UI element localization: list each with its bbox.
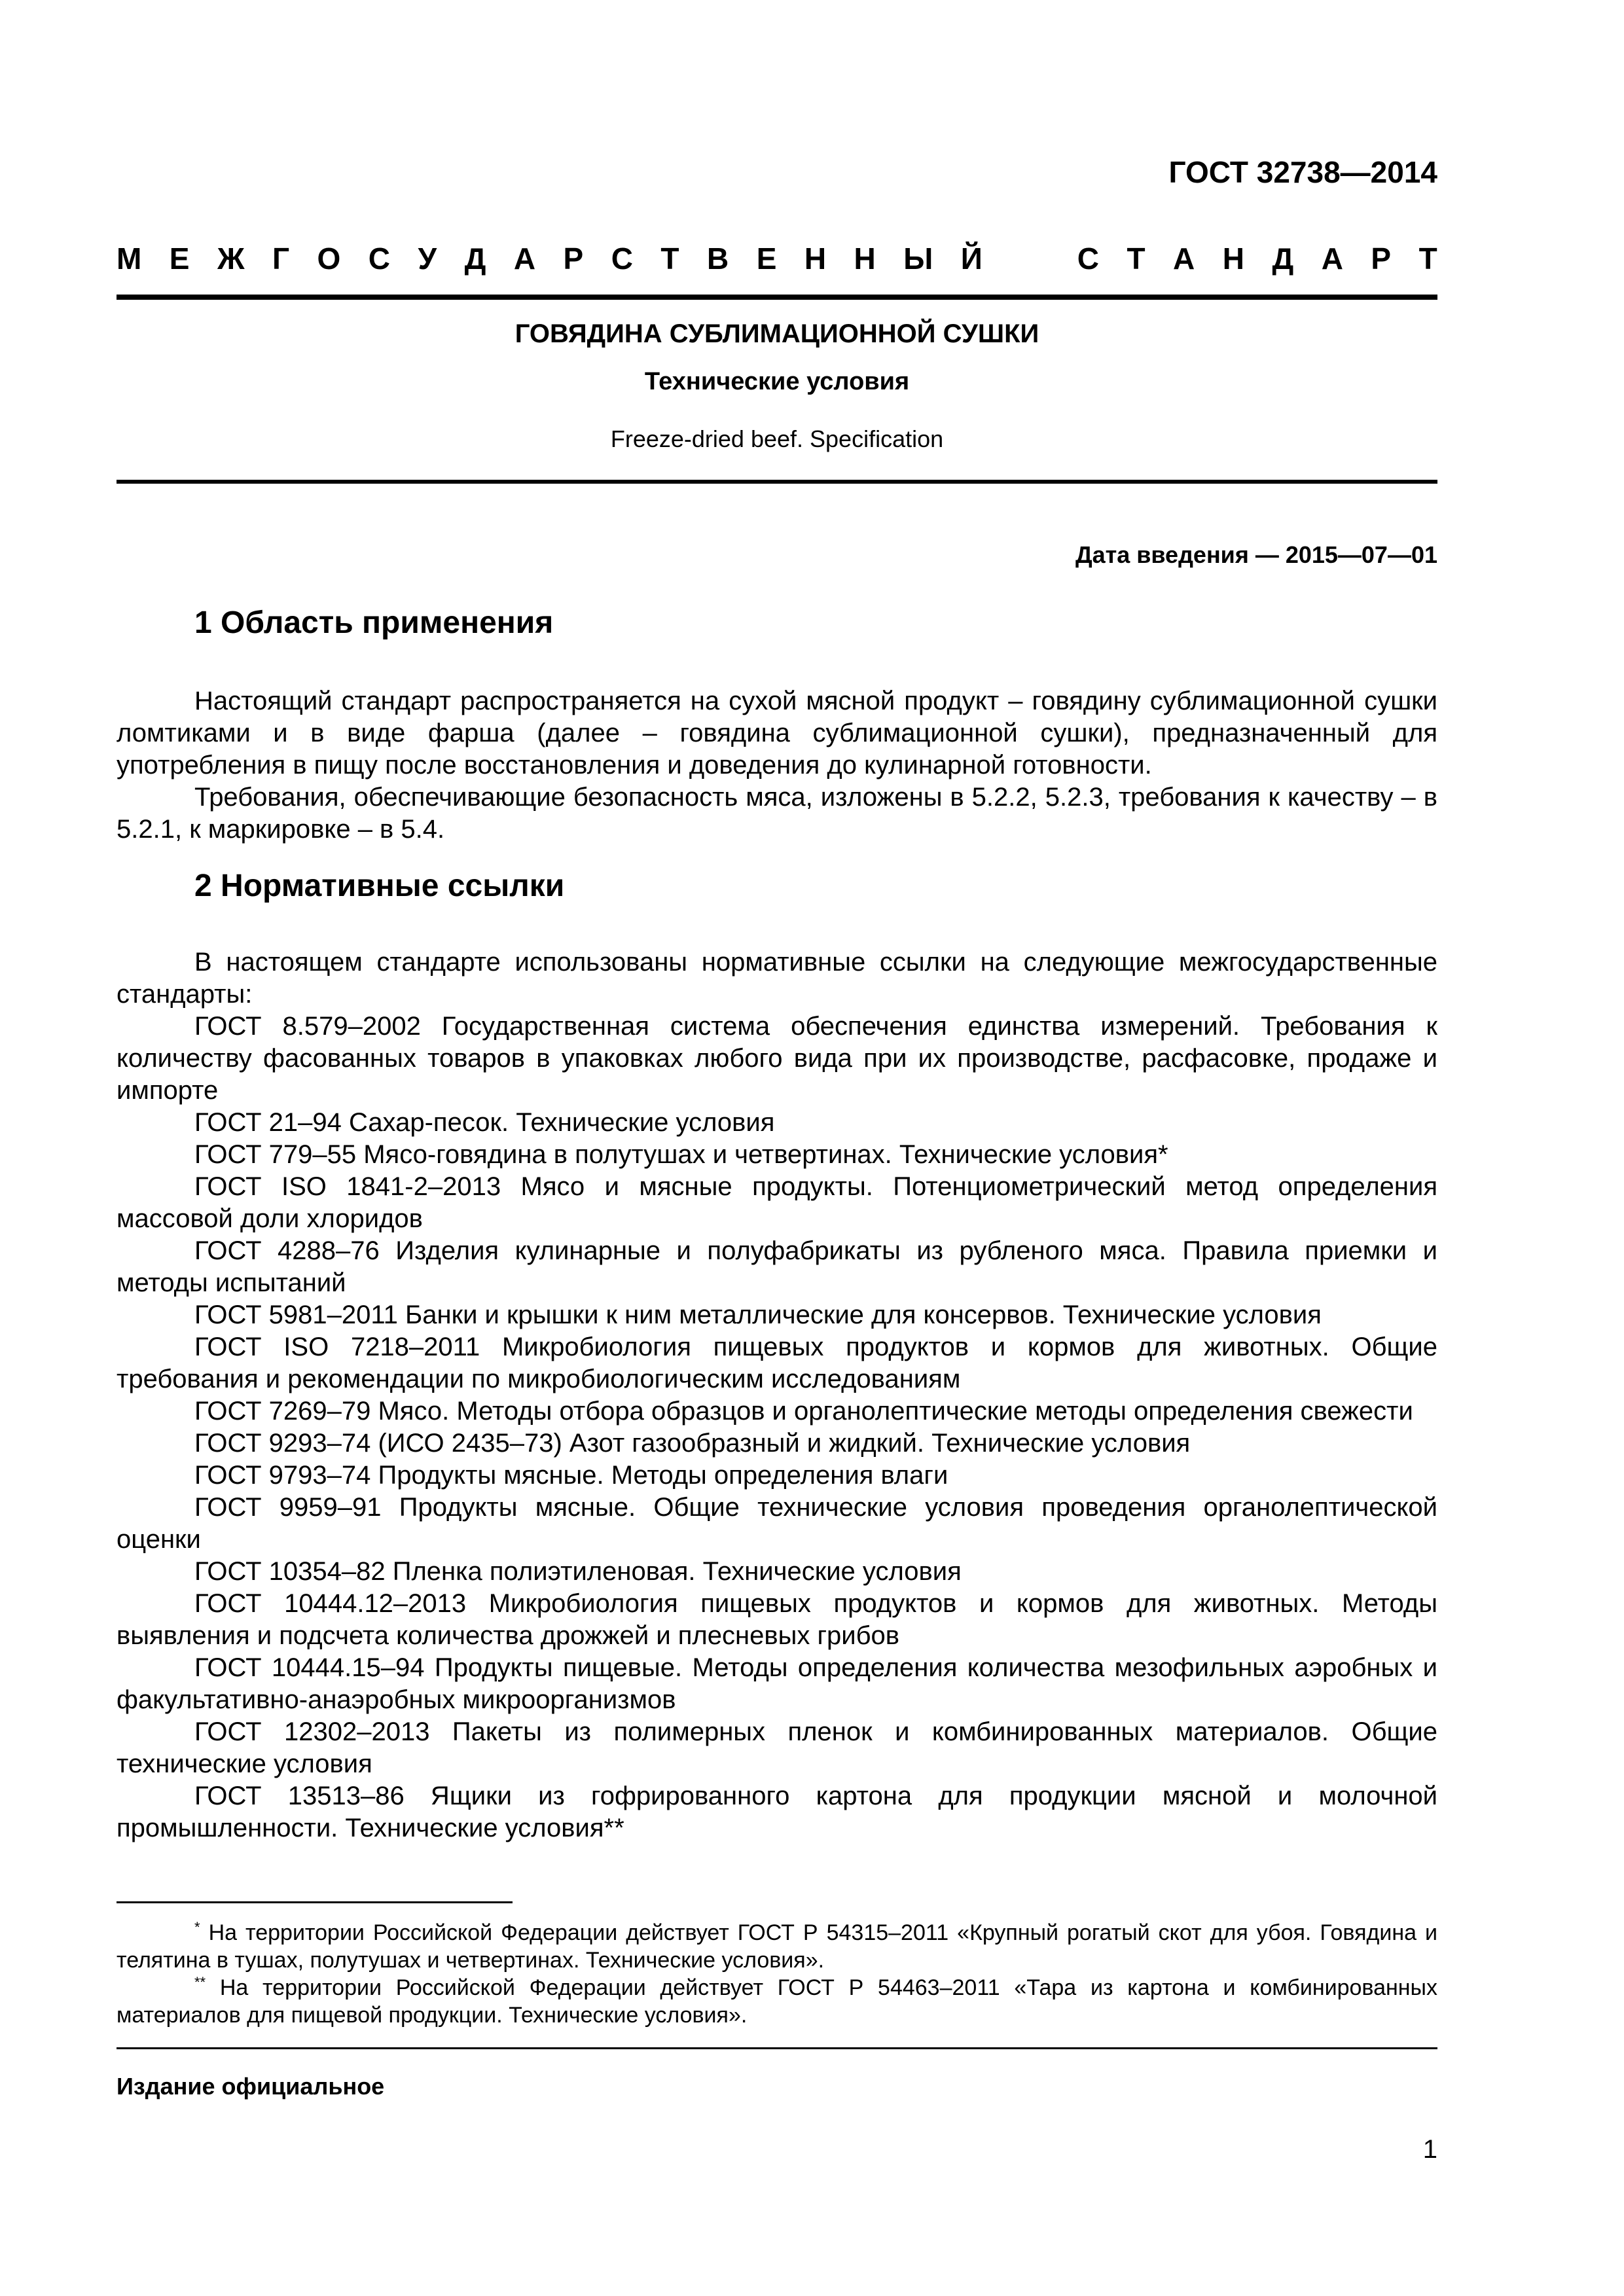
heading-letter: Д xyxy=(464,242,486,276)
reference-item: ГОСТ 779–55 Мясо-говядина в полутушах и четвертинах. Технические условия* xyxy=(194,1140,1168,1169)
document-code: ГОСТ 32738—2014 xyxy=(1168,155,1437,189)
footnote xyxy=(117,1919,1437,1974)
paragraph: Настоящий стандарт распространяется на сухой мясной продукт – говядину сублимационной сушки ломтиками и в виде фарша (далее – говядина сублимационной сушки), предназначенный для употребления в пищу после восстановления и доведения до кулинарной готовности. xyxy=(117,687,1437,780)
heading-letter: Д xyxy=(1272,242,1294,276)
footnotes xyxy=(117,1919,1437,2029)
standard-type-heading xyxy=(117,241,1437,276)
section-heading: 2 Нормативные ссылки xyxy=(194,869,565,903)
reference-item: ГОСТ 7269–79 Мясо. Методы отбора образцов и органолептические методы определения свежести xyxy=(194,1397,1413,1426)
section-scope xyxy=(117,603,1437,846)
heading-letter: Т xyxy=(660,242,679,276)
footnote-text: На территории Российской Федерации действует ГОСТ Р 54463–2011 «Тара из картона и комбинированных материалов для пищевой продукции. Технические условия». xyxy=(117,1975,1437,2028)
reference-item: ГОСТ 10354–82 Пленка полиэтиленовая. Технические условия xyxy=(194,1557,962,1586)
reference-item: ГОСТ 21–94 Сахар-песок. Технические условия xyxy=(194,1108,775,1137)
heading-letter: М xyxy=(117,242,142,276)
document-title: ГОВЯДИНА СУБЛИМАЦИОННОЙ СУШКИ xyxy=(514,319,1039,348)
heading-letter: Р xyxy=(1371,242,1392,276)
document-title-english: Freeze-dried beef. Specification xyxy=(610,425,944,452)
section-heading: 1 Область применения xyxy=(194,605,554,640)
title-divider xyxy=(117,480,1437,484)
paragraph: В настоящем стандарте использованы нормативные ссылки на следующие межгосударственные стандарты: xyxy=(117,948,1437,1009)
footnote-separator xyxy=(117,1901,513,1903)
reference-item: ГОСТ 10444.12–2013 Микробиология пищевых продуктов и кормов для животных. Методы выявления и подсчета количества дрожжей и плесневых грибов xyxy=(117,1589,1437,1650)
heading-letter: Е xyxy=(169,242,190,276)
page-number: 1 xyxy=(1422,2135,1437,2164)
heading-letter: А xyxy=(1173,242,1195,276)
reference-item: ГОСТ 10444.15–94 Продукты пищевые. Методы определения количества мезофильных аэробных и факультативно-анаэробных микроорганизмов xyxy=(117,1653,1437,1714)
heading-letter: Р xyxy=(563,242,584,276)
heading-letter: Й xyxy=(960,242,983,276)
reference-item: ГОСТ ISO 1841-2–2013 Мясо и мясные продукты. Потенциометрический метод определения массовой доли хлоридов xyxy=(117,1172,1437,1233)
document-subtitle: Технические условия xyxy=(644,368,910,395)
heading-letter: Т xyxy=(1418,242,1437,276)
heading-letter: С xyxy=(1077,242,1099,276)
word-gap xyxy=(1010,241,1049,276)
heading-letter: О xyxy=(317,242,341,276)
heading-letter: А xyxy=(1321,242,1343,276)
heading-letter: Т xyxy=(1127,242,1146,276)
footnote-mark: ** xyxy=(194,1974,206,1990)
heading-letter: Н xyxy=(854,242,876,276)
reference-item: ГОСТ 5981–2011 Банки и крышки к ним металлические для консервов. Технические условия xyxy=(194,1300,1322,1329)
heading-letter: В xyxy=(706,242,729,276)
heading-letter: Н xyxy=(804,242,827,276)
top-divider xyxy=(117,295,1437,300)
heading-letter: С xyxy=(368,242,391,276)
heading-letter: Ж xyxy=(217,242,245,276)
paragraph: Требования, обеспечивающие безопасность мяса, изложены в 5.2.2, 5.2.3, требования к качеству – в 5.2.1, к маркировке – в 5.4. xyxy=(117,783,1437,844)
reference-item: ГОСТ 9793–74 Продукты мясные. Методы определения влаги xyxy=(194,1461,948,1490)
reference-item: ГОСТ 9293–74 (ИСО 2435–73) Азот газообразный и жидкий. Технические условия xyxy=(194,1429,1191,1458)
footnote-mark: * xyxy=(194,1919,200,1935)
heading-letter: А xyxy=(513,242,536,276)
reference-item: ГОСТ 4288–76 Изделия кулинарные и полуфабрикаты из рубленого мяса. Правила приемки и методы испытаний xyxy=(117,1236,1437,1297)
reference-item: ГОСТ 12302–2013 Пакеты из полимерных пленок и комбинированных материалов. Общие технические условия xyxy=(117,1717,1437,1778)
section-normative-references xyxy=(117,867,1437,1844)
bottom-divider xyxy=(117,2047,1437,2049)
introduction-date: Дата введения — 2015—07—01 xyxy=(1075,541,1437,568)
reference-item: ГОСТ 13513–86 Ящики из гофрированного картона для продукции мясной и молочной промышленности. Технические условия** xyxy=(117,1782,1437,1842)
heading-letter: Е xyxy=(756,242,777,276)
heading-letter: Г xyxy=(272,242,290,276)
reference-item: ГОСТ 9959–91 Продукты мясные. Общие технические условия проведения органолептической оценки xyxy=(117,1493,1437,1554)
heading-letter: С xyxy=(611,242,633,276)
footnote xyxy=(117,1974,1437,2029)
reference-item: ГОСТ ISO 7218–2011 Микробиология пищевых продуктов и кормов для животных. Общие требования и рекомендации по микробиологическим исследованиям xyxy=(117,1333,1437,1393)
edition-note: Издание официальное xyxy=(117,2073,385,2100)
heading-letter: У xyxy=(418,242,437,276)
reference-item: ГОСТ 8.579–2002 Государственная система обеспечения единства измерений. Требования к количеству фасованных товаров в упаковках любого вида при их производстве, расфасовке, продаже и импорте xyxy=(117,1012,1437,1105)
heading-letter: Ы xyxy=(903,242,933,276)
footnote-text: На территории Российской Федерации действует ГОСТ Р 54315–2011 «Крупный рогатый скот для убоя. Говядина и телятина в тушах, полутушах и четвертинах. Технические условия». xyxy=(117,1920,1437,1973)
heading-letter: Н xyxy=(1222,242,1244,276)
